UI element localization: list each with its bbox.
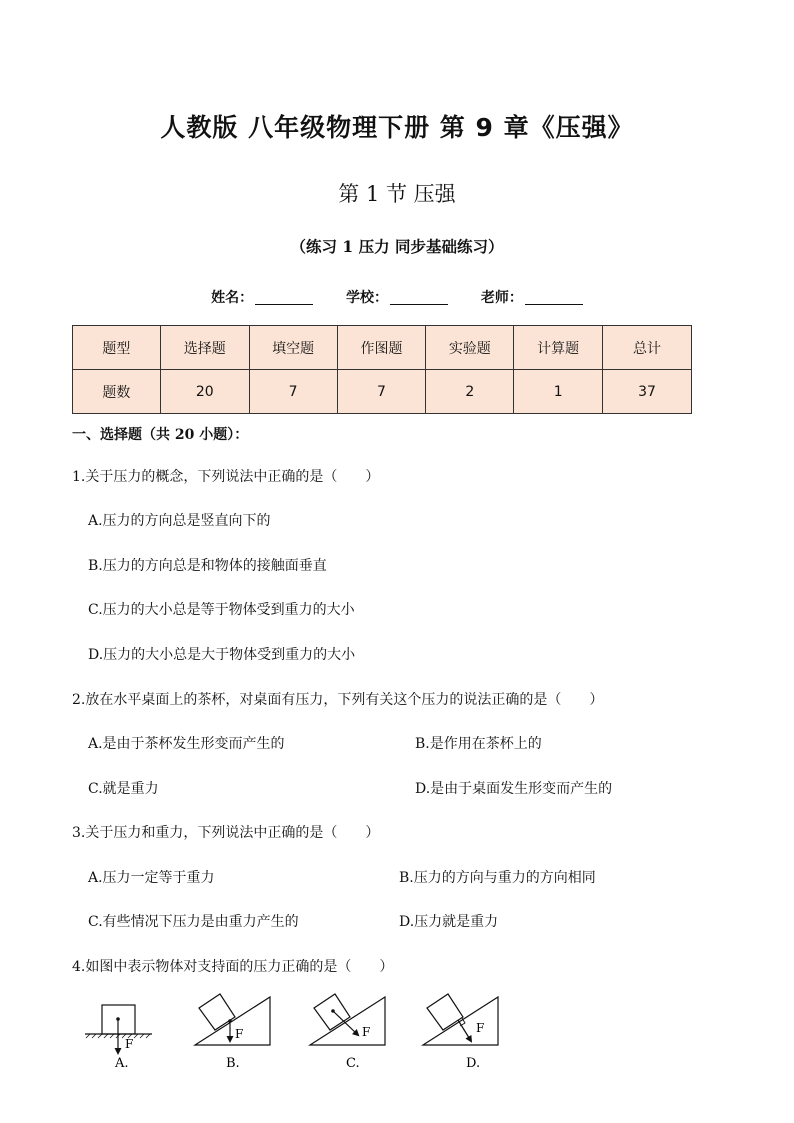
force-label-a: F: [125, 1037, 134, 1051]
table-row: [73, 370, 692, 414]
student-info-line: [0, 287, 794, 307]
teacher-blank[interactable]: [525, 290, 583, 305]
document-title: 人教版 八年级物理下册 第 9 章《压强》: [160, 113, 634, 142]
q2-option-d[interactable]: D.是由于桌面发生形变而产生的: [415, 781, 613, 797]
subtitle: （练习 1 压力 同步基础练习）: [290, 237, 504, 256]
school-label: 学校：: [346, 290, 388, 306]
score-table: [72, 325, 692, 414]
table-cell: 2: [426, 370, 514, 414]
question-2-stem: 2.放在水平桌面上的茶杯，对桌面有压力，下列有关这个压力的说法正确的是（ ）: [72, 692, 604, 708]
name-blank[interactable]: [255, 290, 313, 305]
table-cell: 7: [249, 370, 337, 414]
figure-d: [423, 994, 498, 1071]
question-4-figure: [60, 975, 510, 1075]
q3-option-b[interactable]: B.压力的方向与重力的方向相同: [399, 870, 596, 886]
block-d: [427, 994, 463, 1030]
q1-option-d[interactable]: D.压力的大小总是大于物体受到重力的大小: [88, 647, 356, 663]
figure-b: [195, 994, 270, 1071]
question-4-stem: 4.如图中表示物体对支持面的压力正确的是（ ）: [72, 959, 394, 975]
q2-option-b[interactable]: B.是作用在茶杯上的: [415, 736, 542, 752]
figure-a: [85, 1005, 152, 1071]
table-cell: 37: [603, 370, 692, 414]
table-cell: 总计: [603, 326, 692, 370]
figure-label-d: D.: [466, 1056, 481, 1071]
figure-label-b: B.: [226, 1056, 240, 1071]
part-title: 一、选择题（共 20 小题）：: [72, 427, 249, 443]
q2-option-a[interactable]: A.是由于茶杯发生形变而产生的: [88, 736, 285, 752]
table-cell: 填空题: [249, 326, 337, 370]
name-label: 姓名：: [211, 290, 254, 306]
table-cell: 实验题: [426, 326, 514, 370]
table-cell: 题数: [73, 370, 161, 414]
table-cell: 7: [337, 370, 426, 414]
force-label-c: F: [362, 1025, 371, 1039]
force-label-d: F: [476, 1021, 485, 1035]
q2-option-c[interactable]: C.就是重力: [88, 781, 159, 797]
q1-option-a[interactable]: A.压力的方向总是竖直向下的: [88, 513, 271, 529]
table-cell: 选择题: [160, 326, 249, 370]
table-cell: 计算题: [514, 326, 603, 370]
q1-option-b[interactable]: B.压力的方向总是和物体的接触面垂直: [88, 558, 327, 574]
table-cell: 20: [160, 370, 249, 414]
force-label-b: F: [235, 1027, 244, 1041]
q3-option-d[interactable]: D.压力就是重力: [399, 914, 499, 930]
figure-c: [310, 994, 385, 1071]
table-cell: 题型: [73, 326, 161, 370]
school-blank[interactable]: [390, 290, 448, 305]
table-cell: 作图题: [337, 326, 426, 370]
figure-label-c: C.: [346, 1056, 360, 1071]
question-3-stem: 3.关于压力和重力，下列说法中正确的是（ ）: [72, 825, 380, 841]
teacher-label: 老师：: [480, 290, 523, 306]
q1-option-c[interactable]: C.压力的大小总是等于物体受到重力的大小: [88, 602, 355, 618]
table-cell: 1: [514, 370, 603, 414]
q3-option-c[interactable]: C.有些情况下压力是由重力产生的: [88, 914, 299, 930]
figure-label-a: A.: [115, 1056, 129, 1071]
section-title: 第 1 节 压强: [338, 182, 456, 206]
question-1-stem: 1.关于压力的概念，下列说法中正确的是（ ）: [72, 469, 380, 485]
q3-option-a[interactable]: A.压力一定等于重力: [88, 870, 215, 886]
table-header-row: [73, 326, 692, 370]
